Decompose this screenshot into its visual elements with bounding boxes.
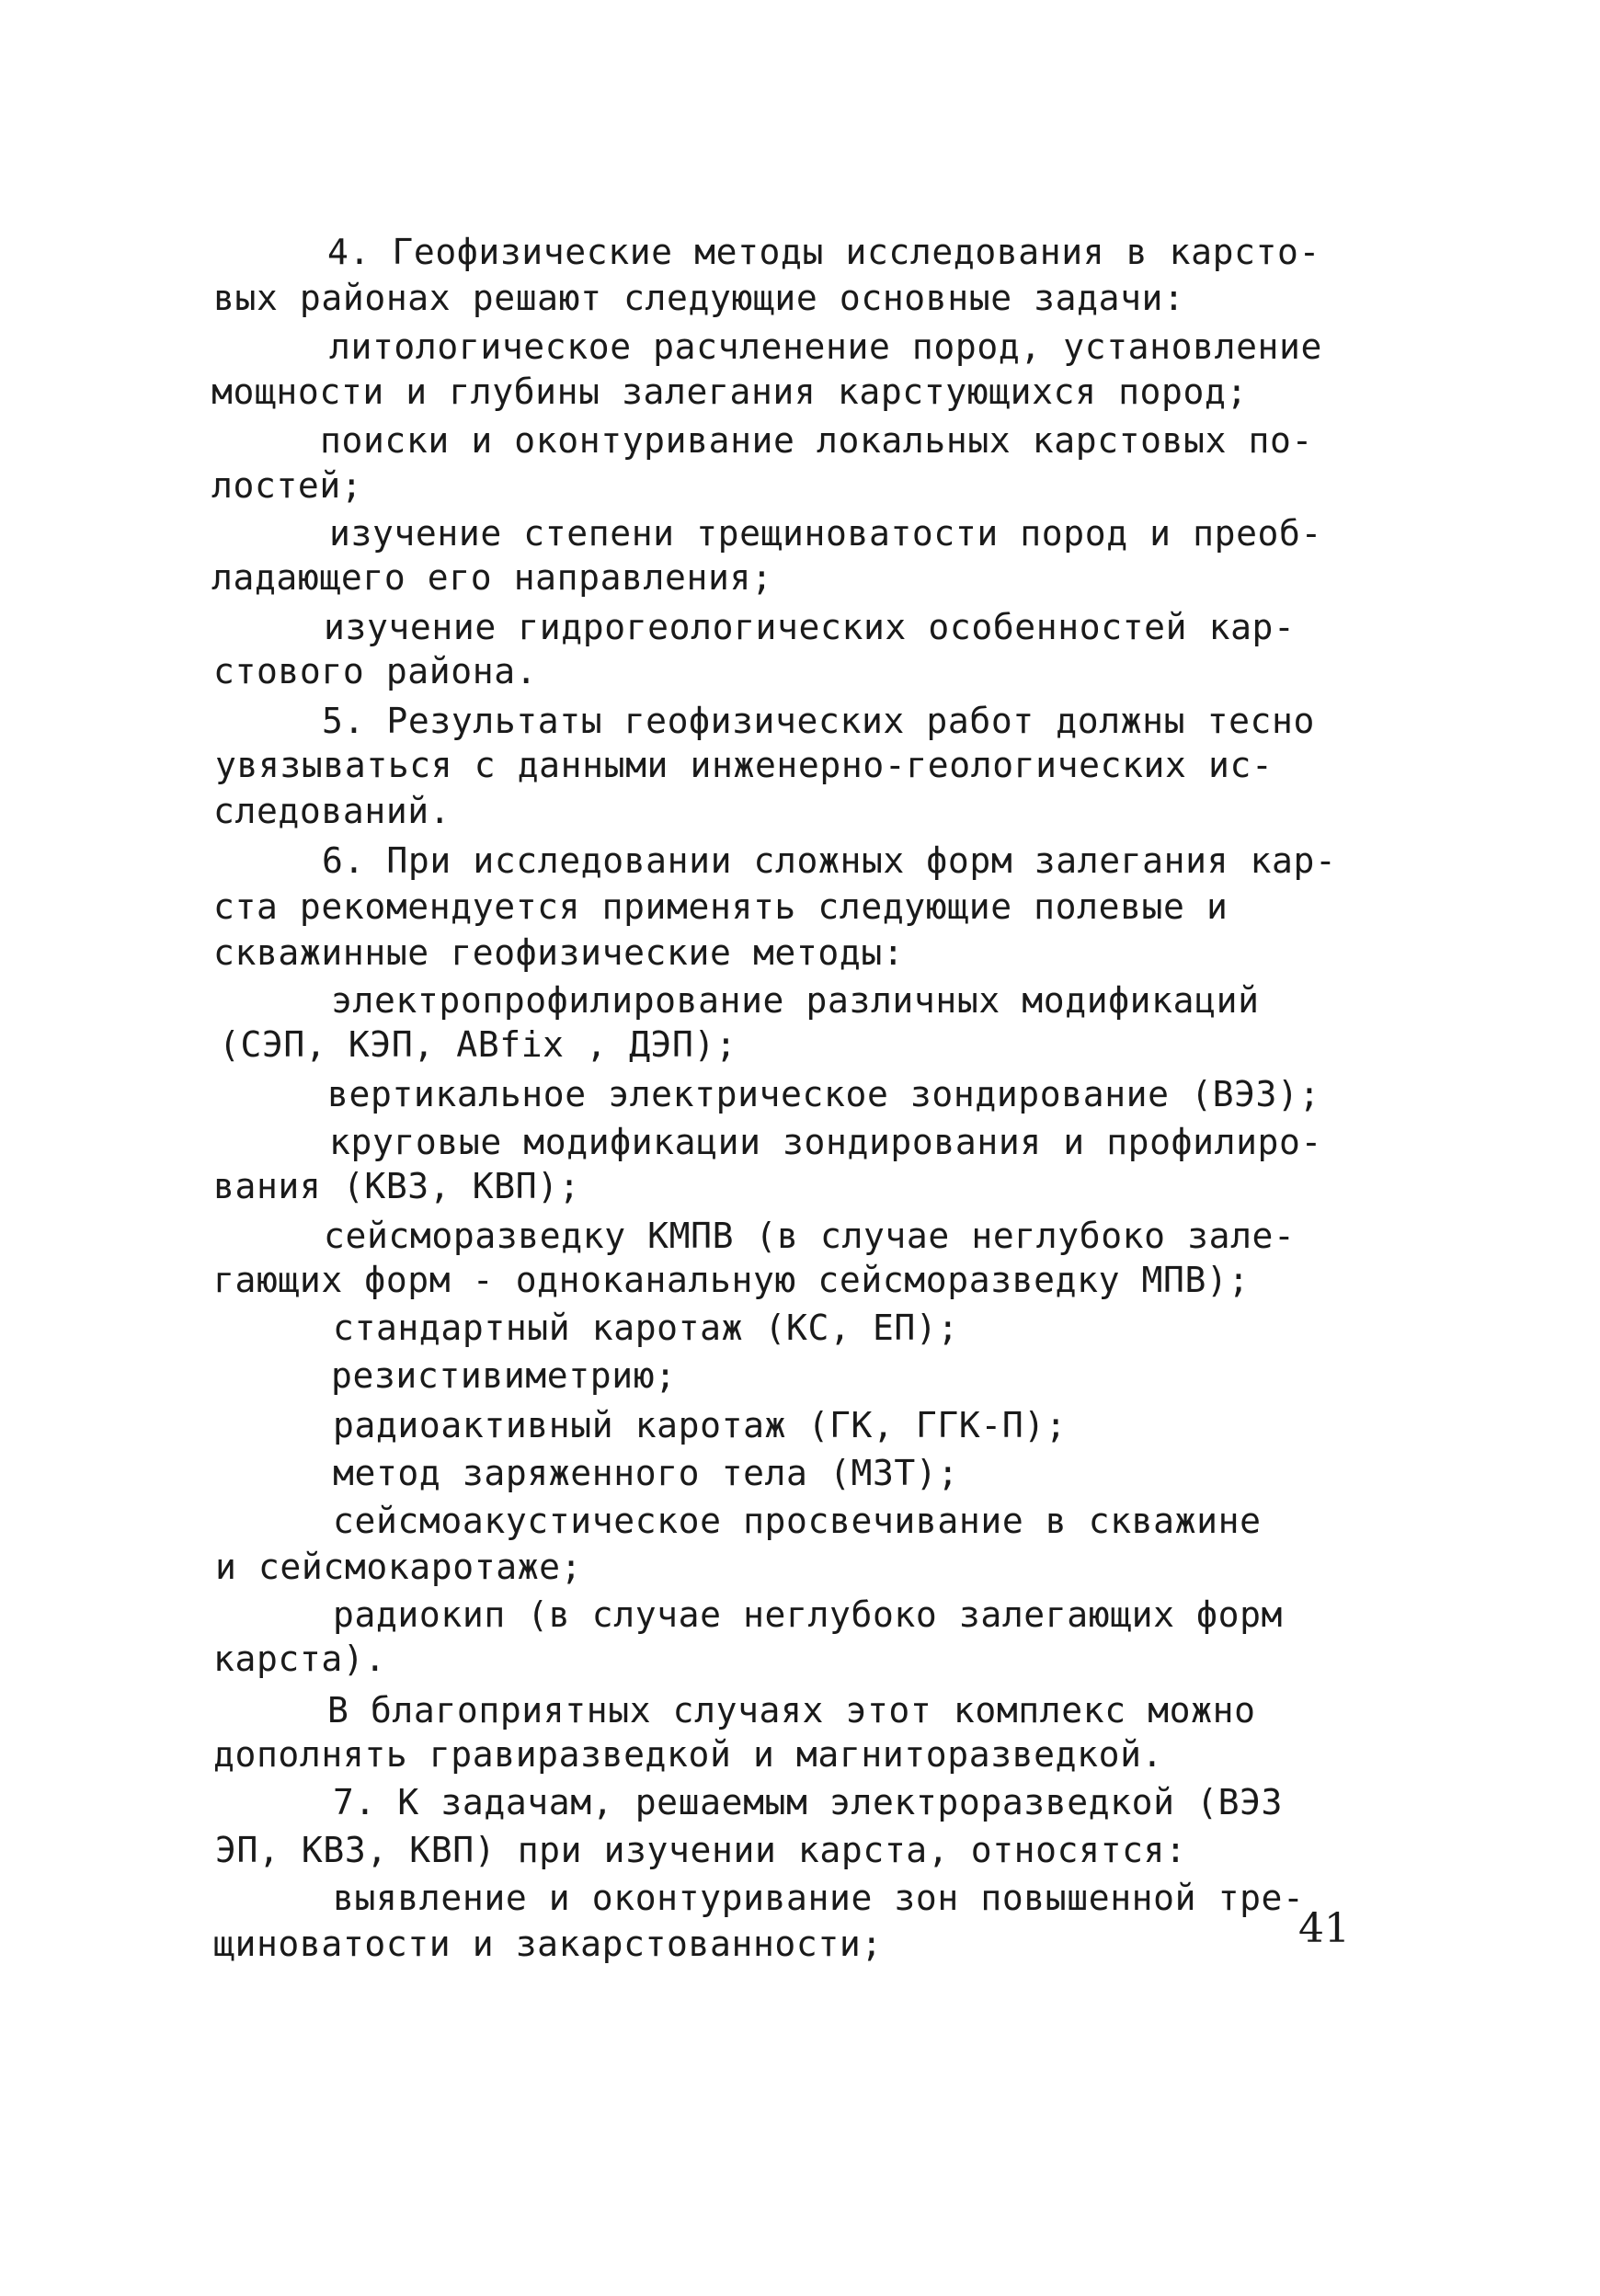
text-line: стандартный каротаж (КС, ЕП); — [333, 1308, 959, 1348]
text-line: мощности и глубины залегания карстующихся пород; — [211, 371, 1248, 412]
text-line: дополнять гравиразведкой и магниторазведкой. — [213, 1734, 1164, 1775]
text-line: карста). — [213, 1639, 386, 1679]
text-line: сейсмоакустическое просвечивание в скважине — [333, 1501, 1262, 1541]
text-line: щиноватости и закарстованности; — [213, 1924, 883, 1964]
text-line: (СЭП, КЭП, ABfix , ДЭП); — [219, 1024, 737, 1065]
text-line: вания (КВЗ, КВП); — [213, 1166, 581, 1206]
text-line: радиоактивный каротаж (ГК, ГГК-П); — [333, 1405, 1068, 1445]
text-line: изучение гидрогеологических особенностей кар- — [324, 607, 1296, 647]
text-line: поиски и оконтуривание локальных карстовых по- — [320, 420, 1313, 461]
text-line: ЭП, КВЗ, КВП) при изучении карста, относятся: — [215, 1830, 1187, 1870]
text-line: литологическое расчленение пород, установление — [329, 326, 1322, 367]
text-line: лостей; — [211, 465, 363, 506]
text-line: изучение степени трещиноватости пород и преоб- — [329, 513, 1322, 554]
text-line: ладающего его направления; — [211, 557, 773, 598]
text-line: радиокип (в случае неглубоко залегающих форм — [333, 1594, 1284, 1635]
text-line: стового района. — [213, 651, 538, 691]
text-line: сейсморазведку КМПВ (в случае неглубоко зале- — [324, 1216, 1296, 1256]
text-line: электропрофилирование различных модификаций — [331, 980, 1260, 1021]
text-line: В благоприятных случаях этот комплекс можно — [327, 1690, 1256, 1731]
text-line: метод заряженного тела (МЗТ); — [333, 1453, 959, 1493]
page-number: 41 — [1298, 1905, 1350, 1952]
text-line: выявление и оконтуривание зон повышенной тре- — [333, 1878, 1305, 1918]
text-line: 5. Результаты геофизических работ должны тесно — [322, 701, 1315, 741]
text-line: круговые модификации зондирования и профилиро- — [329, 1122, 1322, 1162]
text-line: вертикальное электрическое зондирование (ВЭЗ); — [327, 1074, 1320, 1114]
text-line: резистивиметрию; — [331, 1355, 677, 1396]
text-line: скважинные геофизические методы: — [213, 932, 905, 973]
text-line: ста рекомендуется применять следующие полевые и — [213, 886, 1229, 927]
text-line: 4. Геофизические методы исследования в карсто- — [327, 232, 1320, 272]
text-line: гающих форм - одноканальную сейсморазведку МПВ); — [213, 1260, 1250, 1300]
text-line: 7. К задачам, решаемым электроразведкой (ВЭЗ — [333, 1782, 1284, 1822]
text-line: и сейсмокаротаже; — [215, 1547, 583, 1587]
text-line: 6. При исследовании сложных форм залегания кар- — [322, 840, 1337, 881]
text-line: увязываться с данными инженерно-геологических ис- — [215, 745, 1274, 785]
text-line: вых районах решают следующие основные задачи: — [213, 278, 1185, 318]
text-line: следований. — [213, 791, 451, 831]
